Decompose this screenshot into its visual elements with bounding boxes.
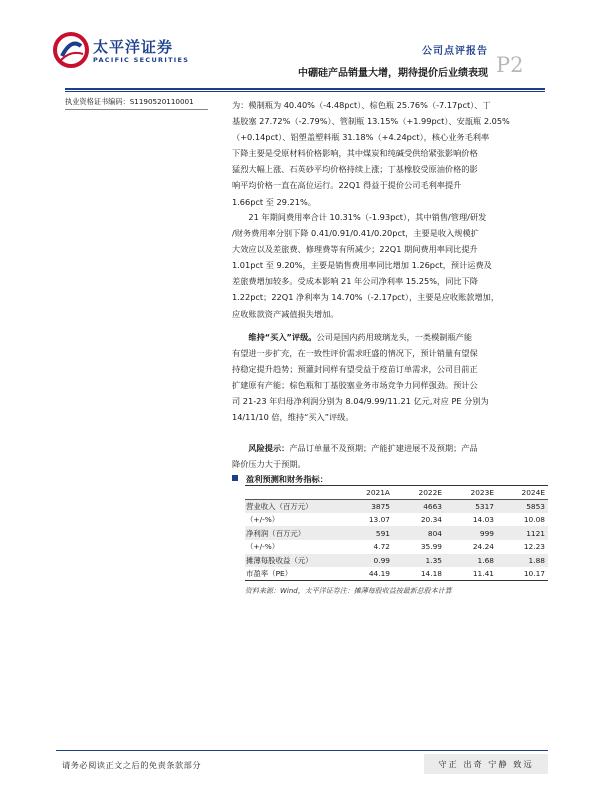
text-line: 猛烈大幅上涨、石英砂平均价格持续上涨；丁基橡胶受原油价格的影 (232, 164, 478, 175)
text-line (232, 329, 548, 345)
table-cell: 1.35 (393, 554, 445, 568)
table-cell: 10.08 (523, 515, 545, 525)
text-line (232, 440, 548, 456)
text-line: 下降主要是受原材料价格影响，其中煤炭和纯碱受供给紧张影响价格 (232, 148, 478, 159)
table-cell: 5317 (445, 499, 497, 513)
text-line: 1.22pct；22Q1 净利率为 14.70%（-2.17pct），主要是应收账款增加， (232, 292, 500, 303)
table-header-cell (245, 486, 341, 499)
table-header-cell: 2024E (497, 486, 548, 499)
text-segment: 产品订单量不及预期；产能扩建进展不及预期；产品 (289, 443, 478, 453)
risk-lead: 风险提示： (248, 443, 290, 453)
table-cell: 1121 (497, 526, 548, 540)
paragraph-expense-analysis (232, 209, 548, 322)
table-cell: 1.88 (497, 554, 548, 568)
text-line: 差旅费增加较多。受成本影响 21 年公司净利率 15.25%，同比下降 (232, 276, 478, 287)
table-cell: 12.23 (523, 542, 545, 552)
company-logo (53, 32, 213, 72)
table-row (245, 540, 548, 554)
header-divider (65, 88, 545, 90)
row-label: 营业收入（百万元） (245, 499, 341, 513)
text-line: 响平均价格一直在高位运行。22Q1 得益于提价公司毛利率提升 (232, 180, 462, 191)
text-line: 14/11/10 倍，维持“买入”评级。 (232, 412, 354, 423)
page-number: P2 (496, 53, 524, 77)
report-type: 公司点评报告 (422, 46, 488, 57)
header-divider-thin (65, 91, 545, 92)
table-row (245, 567, 548, 581)
text-line: 为：模制瓶为 40.40%（-4.48pct）、棕色瓶 25.76%（-7.17pct）、丁 (232, 100, 491, 110)
sidebar-divider (65, 109, 208, 110)
table-cell: 24.24 (472, 542, 494, 552)
table-cell: 35.99 (420, 542, 442, 552)
table-cell: 13.07 (368, 515, 390, 525)
table-cell: 5853 (497, 499, 548, 513)
text-segment: 公司是国内药用玻璃龙头，一类模制瓶产能 (316, 332, 473, 342)
table-row (245, 499, 548, 513)
row-label: 市盈率（PE） (245, 567, 341, 581)
table-cell: 14.18 (393, 567, 445, 581)
table-cell: 0.99 (341, 554, 393, 568)
text-line: 基胶塞 27.72%（-2.79%）、管制瓶 13.15%（+1.99pct）、安瓿瓶 2.05% (232, 116, 510, 127)
table-source-note: 资料来源：Wind，太平洋证券注：摊薄每股收益按最新总股本计算 (245, 587, 452, 595)
text-line: 司 21-23 年归母净利润分别为 8.04/9.99/11.21 亿元,对应 PE 分别为 (232, 396, 489, 407)
financial-forecast-table (245, 486, 548, 581)
text-line: 扩建原有产能；棕色瓶和丁基胶塞业务市场竞争力同样强劲。预计公 (232, 380, 478, 391)
table-row (245, 513, 548, 527)
footer-divider (56, 750, 548, 751)
table-row (245, 554, 548, 568)
row-label: 摊薄每股收益（元） (245, 554, 341, 568)
table-cell: 804 (393, 526, 445, 540)
row-label: （+/-%） (246, 515, 280, 525)
rating-lead: 维持“买入”评级。 (248, 332, 317, 342)
table-title (232, 474, 548, 485)
table-cell: 14.03 (472, 515, 494, 525)
table-cell: 11.41 (445, 567, 497, 581)
table-cell: 999 (445, 526, 497, 540)
text-line: /财务费用率分别下降 0.41/0.91/0.41/0.20pct，主要是收入规模扩 (232, 228, 479, 239)
text-line: 大效应以及差旅费、修理费等有所减少；22Q1 期间费用率同比提升 (232, 244, 478, 255)
table-cell: 1.68 (445, 554, 497, 568)
table-cell: 591 (341, 526, 393, 540)
table-cell: 3875 (341, 499, 393, 513)
paragraph-risk (232, 440, 548, 472)
text-line: 21 年期间费用率合计 10.31%（-1.93pct），其中销售/管理/研发 (232, 212, 487, 222)
paragraph-rating (232, 329, 548, 426)
analyst-license: 执业资格证书编码：S1190520110001 (65, 97, 194, 106)
table-header-cell: 2021A (341, 486, 393, 499)
row-label: 净利润（百万元） (245, 526, 341, 540)
paragraph-margin-analysis (232, 97, 548, 210)
table-cell: 20.34 (420, 515, 442, 525)
row-label: （+/-%） (246, 542, 280, 552)
table-cell: 44.19 (341, 567, 393, 581)
footer-disclaimer: 请务必阅读正文之后的免责条款部分 (62, 760, 202, 770)
table-header-row (245, 486, 548, 499)
table-cell: 10.17 (497, 567, 548, 581)
table-title-text: 盈利预测和财务指标： (246, 474, 328, 484)
text-line: （+0.14pct）、铝塑盖塑料瓶 31.18%（+4.24pct），核心业务毛利率 (232, 132, 490, 143)
table-header-cell: 2023E (445, 486, 497, 499)
text-line: 应收账款资产减值损失增加。 (232, 308, 339, 319)
square-bullet-icon (232, 475, 238, 481)
table-header-cell: 2022E (393, 486, 445, 499)
pacific-securities-logo-icon (53, 32, 89, 68)
table-cell: 4663 (393, 499, 445, 513)
text-line: 有望进一步扩充，在一致性评价需求旺盛的情况下，预计销量有望保 (232, 348, 478, 359)
brand-name-cn: 太平洋证券 (93, 38, 174, 56)
text-line: 降价压力大于预期。 (232, 459, 306, 470)
report-title: 中硼硅产品销量大增，期待提价后业绩表现 (298, 68, 488, 79)
text-line: 持稳定提升趋势；预灌封同样有望受益于疫苗订单需求，公司目前正 (232, 364, 478, 375)
table-row (245, 526, 548, 540)
table-cell: 4.72 (373, 542, 390, 552)
footer-motto: 守正 出奇 宁静 致远 (424, 754, 548, 774)
text-line: 1.01pct 至 9.20%，主要是销售费用率同比增加 1.26pct，预计运费及 (232, 260, 492, 271)
brand-name-en: PACIFIC SECURITIES (93, 56, 190, 64)
text-line: 1.66pct 至 29.21%。 (232, 196, 316, 207)
